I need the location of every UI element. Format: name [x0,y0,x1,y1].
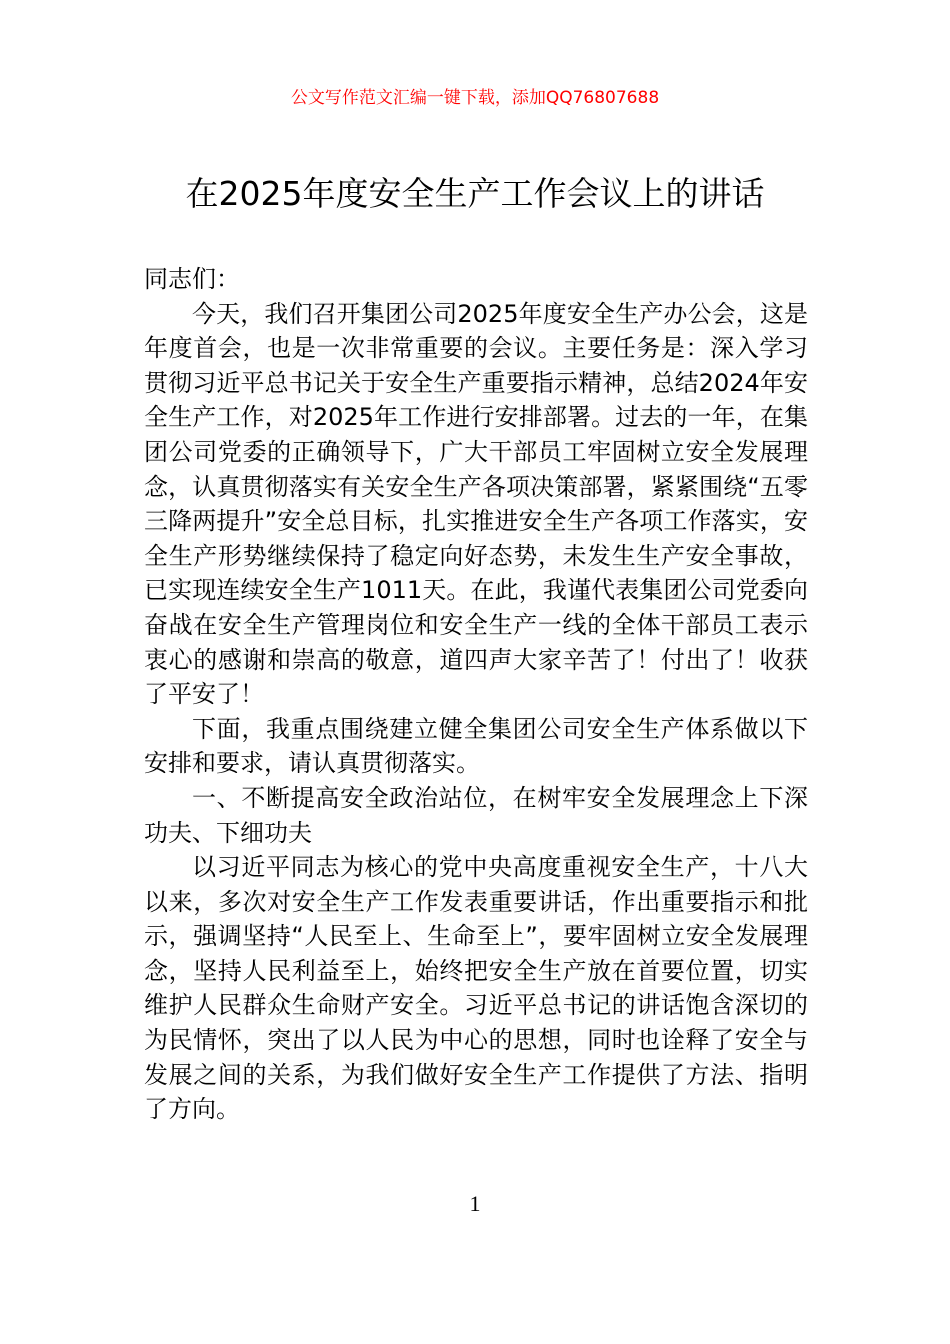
header-download-note: 公文写作范文汇编一键下载，添加QQ76807688 [290,88,660,108]
section-heading-1: 一、不断提高安全政治站位，在树牢安全发展理念上下深功夫、下细功夫 [144,783,808,847]
salutation: 同志们： [144,265,240,293]
page-number: 1 [469,1191,481,1216]
paragraph-section-1: 以习近平同志为核心的党中央高度重视安全生产，十八大以来，多次对安全生产工作发表重要讲话，作出重要指示和批示，强调坚持“人民至上、生命至上”，要牢固树立安全发展理念，坚持人民利益至上，始终把安全生产放在首要位置，切实维护人民群众生命财产安全。习近平总书记的讲话饱含深切的为民情怀，突出了以人民为中心的思想，同时也诠释了安全与发展之间的关系，为我们做好安全生产工作提供了方法、指明了方向。 [144,853,808,1124]
paragraph-opening: 今天，我们召开集团公司2025年度安全生产办公会，这是年度首会，也是一次非常重要的会议。主要任务是：深入学习贯彻习近平总书记关于安全生产重要指示精神，总结2024年安全生产工作，对2025年工作进行安排部署。过去的一年，在集团公司党委的正确领导下，广大干部员工牢固树立安全发展理念，认真贯彻落实有关安全生产各项决策部署，紧紧围绕“五零三降两提升”安全总目标，扎实推进安全生产各项工作落实，安全生产形势继续保持了稳定向好态势，未发生生产安全事故，已实现连续安全生产1011天。在此，我谨代表集团公司党委向奋战在安全生产管理岗位和安全生产一线的全体干部员工表示衷心的感谢和崇高的敬意，道四声大家辛苦了！付出了！收获了平安了！ [144,299,808,709]
document-body [144,262,808,1127]
paragraph-arrangement: 下面，我重点围绕建立健全集团公司安全生产体系做以下安排和要求，请认真贯彻落实。 [144,714,808,778]
document-title: 在2025年度安全生产工作会议上的讲话 [185,174,765,213]
